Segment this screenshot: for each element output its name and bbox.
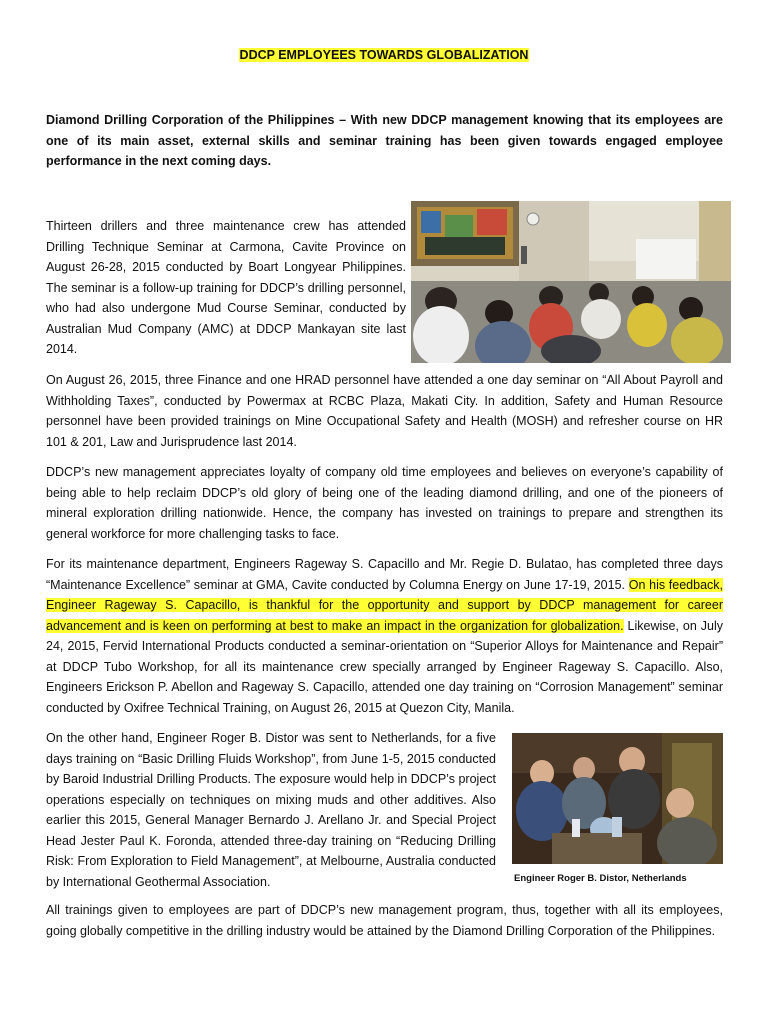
highlighted-feedback: On his feedback, Engineer Rageway S. Capacillo, is thankful for the opportunity and support by DDCP management for career advancement and is keen on performing at best to make an impact in the organization for globalization. xyxy=(46,577,724,633)
seminar-room-photo xyxy=(411,201,731,363)
intro-paragraph: Diamond Drilling Corporation of the Philippines – With new DDCP management knowing that its employees are one of its main asset, external skills and seminar training has been given towards engaged employee performance in the next coming days. xyxy=(46,113,723,168)
photo-caption: Engineer Roger B. Distor, Netherlands xyxy=(514,873,687,884)
management-paragraph: DDCP’s new management appreciates loyalty of company old time employees and believes on everyone’s capability of being able to help reclaim DDCP’s old glory of being one of the leading diamond drilling, and one of the pioneers of mineral exploration drilling nationwide. Hence, the company has invested on trainings to prepare and strengthen its general workforce for more challenging tasks to face. xyxy=(46,465,723,541)
netherlands-workshop-photo xyxy=(512,733,723,864)
payroll-seminar-paragraph: On August 26, 2015, three Finance and one HRAD personnel have attended a one day seminar on “All About Payroll and Withholding Taxes”, conducted by Powermax at RCBC Plaza, Makati City. In addition, Safety and Human Resource personnel have been provided trainings on Mine Occupational Safety and Health (MOSH) and refresher course on HR 101 & 201, Law and Jurisprudence last 2014. xyxy=(46,373,723,449)
closing-paragraph: All trainings given to employees are part of DDCP’s new management program, thus, together with all its employees, going globally competitive in the drilling industry would be attained by the Diamond Drilling Corporation of the Philippines. xyxy=(46,903,723,938)
document-title: DDCP EMPLOYEES TOWARDS GLOBALIZATION xyxy=(239,48,529,62)
maintenance-paragraph xyxy=(46,554,723,718)
maintenance-text-start: For its maintenance department, Engineers Rageway S. Capacillo and Mr. Regie D. Bulatao, has completed three days “Maintenance Excellence” seminar at GMA, Cavite conducted by Columna Energy on June 17-19, 2015. xyxy=(46,557,723,592)
drilling-seminar-paragraph: Thirteen drillers and three maintenance crew has attended Drilling Technique Seminar at Carmona, Cavite Province on August 26-28, 2015 conducted by Boart Longyear Philippines. The seminar is a follow-up training for DDCP’s drilling personnel, who had also undergone Mud Course Seminar, conducted by Australian Mud Company (AMC) at DDCP Mankayan site last 2014. xyxy=(46,219,406,356)
netherlands-training-paragraph: On the other hand, Engineer Roger B. Distor was sent to Netherlands, for a five days training on “Basic Drilling Fluids Workshop”, from June 1-5, 2015 conducted by Baroid Industrial Drilling Products. The exposure would help in DDCP’s project operations especially on techniques on mixing muds and other additives. Also earlier this 2015, General Manager Bernardo J. Arellano Jr. and Special Project Head Jester Paul K. Foronda, attended three-day training on “Reducing Drilling Risk: From Exploration to Field Management”, at Melbourne, Australia conducted by International Geothermal Association. xyxy=(46,731,496,889)
maintenance-text-end: Likewise, on July 24, 2015, Fervid International Products conducted a seminar-orientation on “Superior Alloys for Maintenance and Repair” at DDCP Tubo Workshop, for all its maintenance crew specially arranged by Engineer Rageway S. Capacillo. Also, Engineers Erickson P. Abellon and Rageway S. Capacillo, attended one day training on “Corrosion Management” seminar conducted by Oxifree Technical Training, on August 26, 2015 at Quezon City, Manila. xyxy=(46,618,723,715)
